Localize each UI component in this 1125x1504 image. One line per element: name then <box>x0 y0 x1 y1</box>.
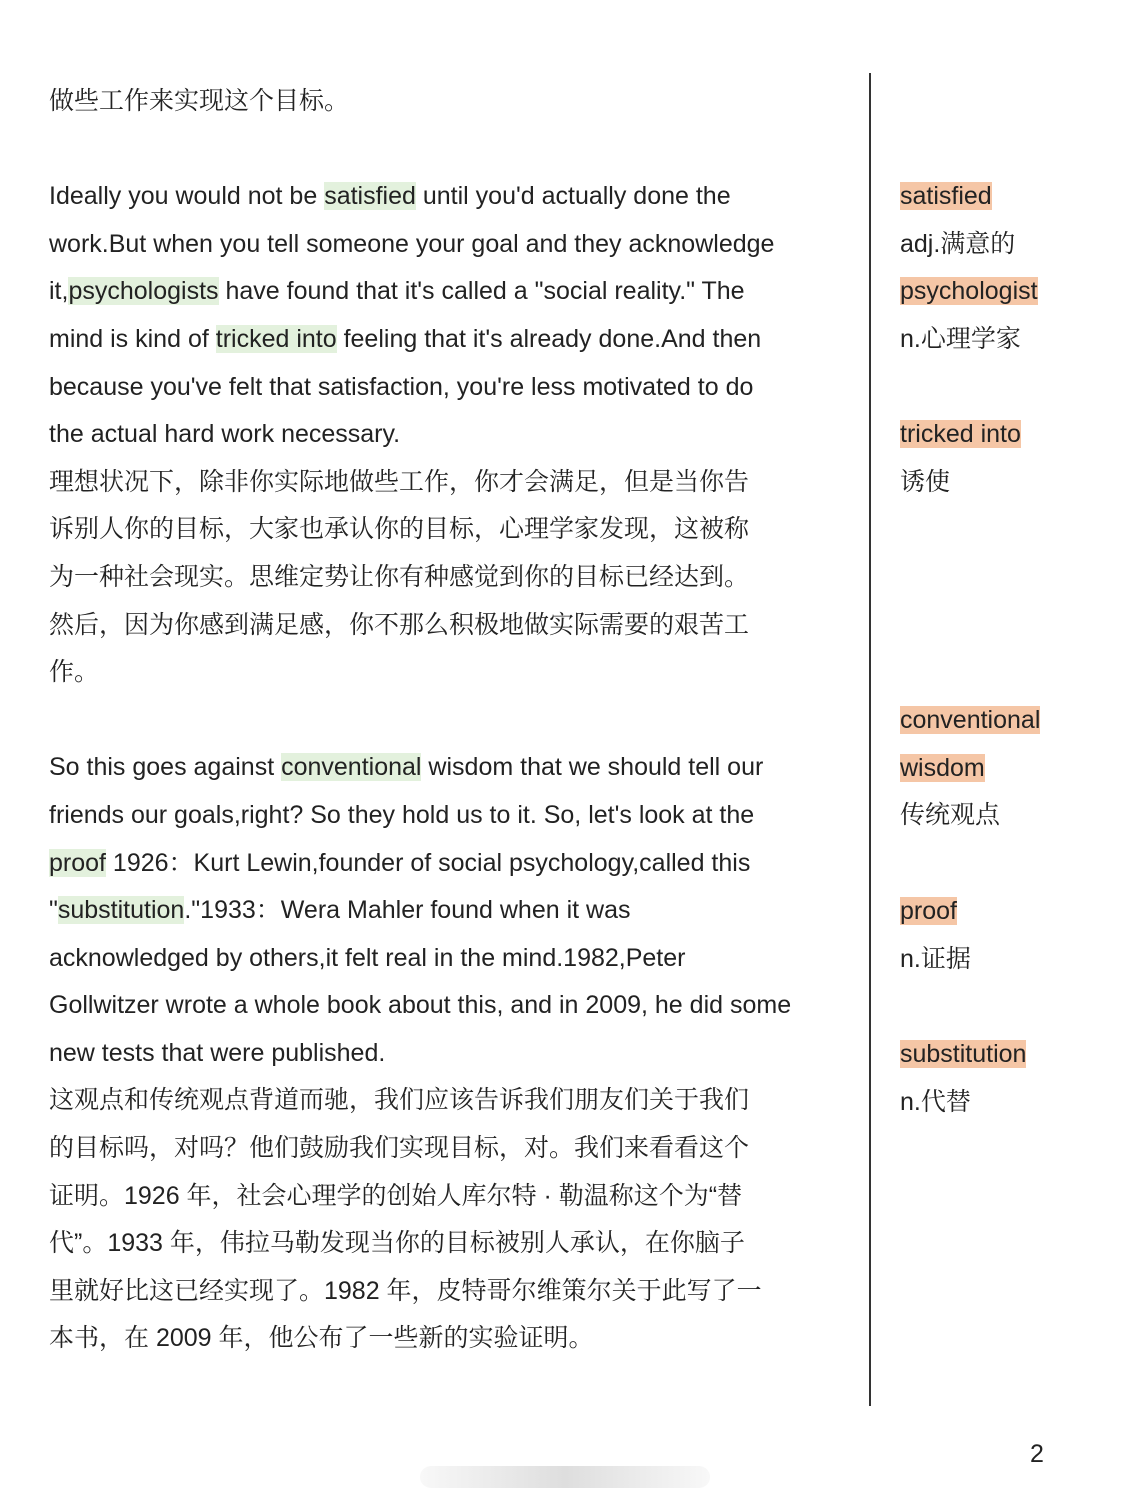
intro-line: 做些工作来实现这个目标。 <box>49 87 350 115</box>
vocab-word: wisdom <box>900 753 985 782</box>
text-line: 代”。1933 年，伟拉马勒发现当你的目标被别人承认，在你脑子 <box>49 1229 745 1258</box>
text-line: 证明。1926 年，社会心理学的创始人库尔特 · 勒温称这个为“替 <box>49 1181 743 1210</box>
vocab-word: tricked into <box>900 420 1021 448</box>
text-line: new tests that were published. <box>49 1038 386 1067</box>
text-line: Gollwitzer wrote a whole book about this, and in 2009, he did some <box>49 991 792 1020</box>
highlight-substitution: substitution <box>57 896 185 925</box>
text-line: 为一种社会现实。思维定势让你有种感觉到你的目标已经达到。 <box>49 562 750 591</box>
english-paragraph-2 <box>49 744 849 1077</box>
text-line: 本书，在 2009 年，他公布了一些新的实验证明。 <box>49 1324 594 1353</box>
text-line: 诉别人你的目标，大家也承认你的目标，心理学家发现，这被称 <box>49 515 750 544</box>
text-line: friends our goals,right? So they hold us to it. So, let's look at the <box>49 800 755 829</box>
text-line: it,psychologists have found that it's called a "social reality." The <box>49 277 745 306</box>
highlight-psychologists: psychologists <box>68 277 219 306</box>
vocab-word: substitution <box>900 1040 1027 1068</box>
text-line: proof 1926：Kurt Lewin,founder of social psychology,called this <box>49 848 751 877</box>
highlight-tricked-into: tricked into <box>215 324 337 353</box>
vocab-entry-proof <box>900 888 1110 983</box>
vocab-definition: 传统观点 <box>900 801 1001 830</box>
main-column <box>49 78 849 1363</box>
vocab-definition: n.代替 <box>900 1087 971 1116</box>
text-line: mind is kind of tricked into feeling that it's already done.And then <box>49 324 762 353</box>
highlight-conventional: conventional <box>281 753 422 782</box>
vocab-definition: adj.满意的 <box>900 229 1016 258</box>
text-line: So this goes against conventional wisdom that we should tell our <box>49 753 764 782</box>
text-line: acknowledged by others,it felt real in the mind.1982,Peter <box>49 943 686 972</box>
vocab-definition: n.心理学家 <box>900 324 1021 353</box>
vocab-word: psychologist <box>900 277 1038 305</box>
text-line: because you've felt that satisfaction, you're less motivated to do <box>49 372 754 401</box>
text-line: Ideally you would not be satisfied until you'd actually done the <box>49 182 731 211</box>
highlight-satisfied: satisfied <box>324 182 416 211</box>
chinese-translation-2 <box>49 1077 849 1363</box>
vocab-definition: 诱使 <box>900 467 951 496</box>
vocab-entry-conventional-wisdom <box>900 697 1110 840</box>
vocab-word: conventional <box>900 706 1041 734</box>
column-divider <box>869 73 871 1406</box>
english-paragraph-1 <box>49 173 849 459</box>
vocab-word: proof <box>900 897 957 925</box>
highlight-proof: proof <box>49 848 106 877</box>
vocab-entry-psychologist <box>900 268 1110 363</box>
text-line: 这观点和传统观点背道而驰，我们应该告诉我们朋友们关于我们 <box>49 1086 750 1115</box>
vocab-definition: n.证据 <box>900 944 971 973</box>
text-line: 理想状况下，除非你实际地做些工作，你才会满足，但是当你告 <box>49 467 750 496</box>
page-number: 2 <box>1030 1440 1044 1468</box>
text-line: 作。 <box>49 658 100 687</box>
text-line: 里就好比这已经实现了。1982 年，皮特哥尔维策尔关于此写了一 <box>49 1276 762 1305</box>
text-line: "substitution."1933：Wera Mahler found when it was <box>49 896 631 925</box>
vocab-word: satisfied <box>900 182 992 210</box>
vocab-entry-satisfied <box>900 173 1110 268</box>
vocab-entry-substitution <box>900 1031 1110 1126</box>
chinese-translation-1 <box>49 459 849 697</box>
text-line: work.But when you tell someone your goal and they acknowledge <box>49 229 775 258</box>
text-line: the actual hard work necessary. <box>49 420 401 449</box>
watermark-blur <box>420 1466 710 1488</box>
vocab-entry-tricked-into <box>900 411 1110 506</box>
text-line: 然后，因为你感到满足感，你不那么积极地做实际需要的艰苦工 <box>49 610 750 639</box>
text-line: 的目标吗，对吗？他们鼓励我们实现目标，对。我们来看看这个 <box>49 1134 750 1163</box>
